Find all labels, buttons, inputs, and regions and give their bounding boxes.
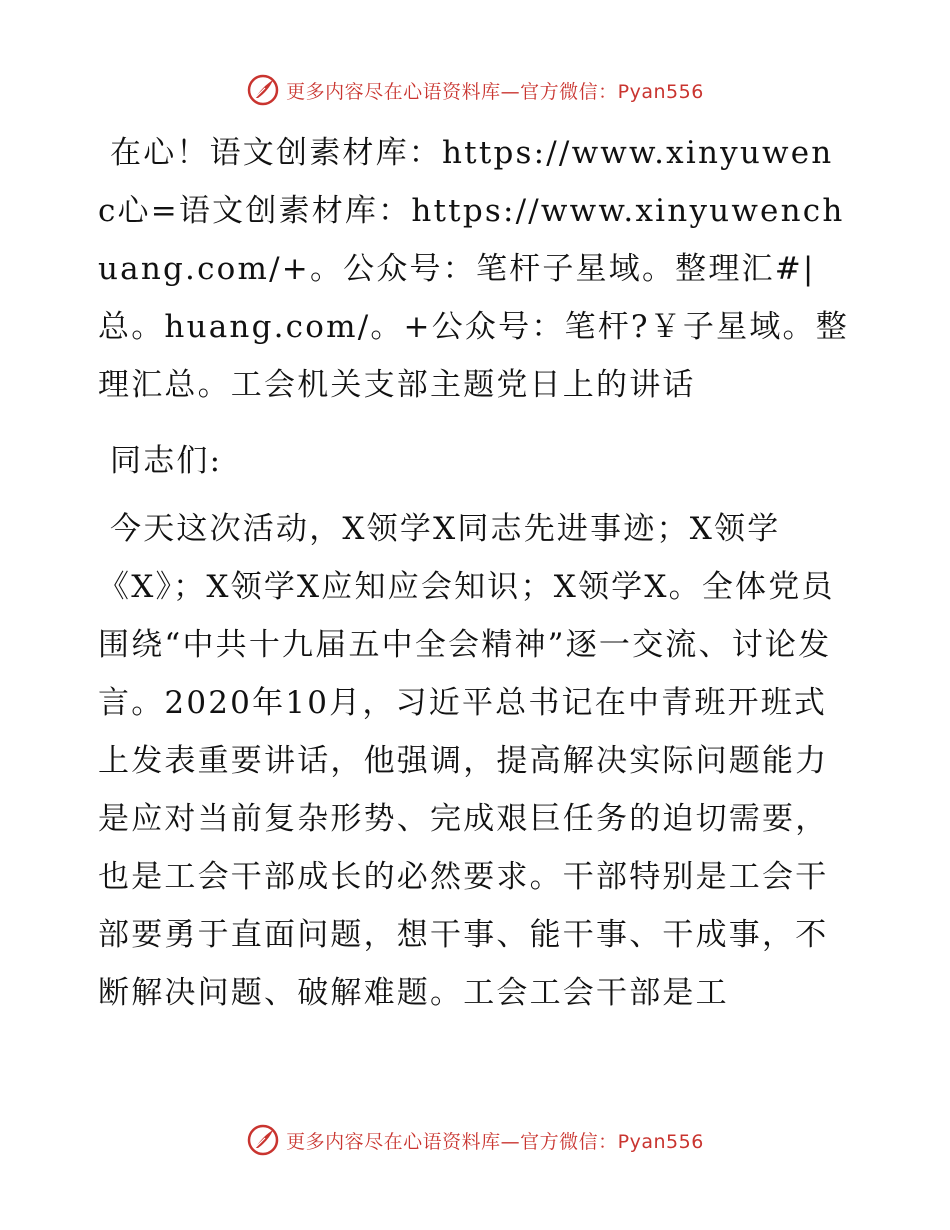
greeting-paragraph: 同志们: — [110, 443, 223, 479]
footer-banner — [0, 1120, 950, 1160]
feather-pen-icon — [246, 73, 280, 107]
feather-pen-icon — [246, 1123, 280, 1157]
document-body — [98, 120, 850, 1022]
footer-banner-text: 更多内容尽在心语资料库—官方微信：Pyan556 — [286, 1130, 704, 1153]
header-banner — [0, 70, 950, 110]
header-banner-text: 更多内容尽在心语资料库—官方微信：Pyan556 — [286, 80, 704, 103]
paragraph-1: 在心！语文创素材库：https://www.xinyuwenc心=语文创素材库：https://www.xinyuwenchuang.com/+。公众号：笔杆子星域。整理汇#|总。huang.com/。+公众号：笔杆?￥子星域。整理汇总。工会机关支部主题党日上的讲话 — [98, 135, 849, 403]
paragraph-3: 今天这次活动，X领学X同志先进事迹；X领学《X》；X领学X应知应会知识；X领学X。全体党员围绕“中共十九届五中全会精神”逐一交流、讨论发言。2020年10月，习近平总书记在中青班开班式上发表重要讲话，他强调，提高解决实际问题能力是应对当前复杂形势、完成艰巨任务的迫切需要，也是工会干部成长的必然要求。干部特别是工会干部要勇于直面问题，想干事、能干事、干成事，不断解决问题、破解难题。工会工会干部是工 — [98, 511, 835, 1011]
